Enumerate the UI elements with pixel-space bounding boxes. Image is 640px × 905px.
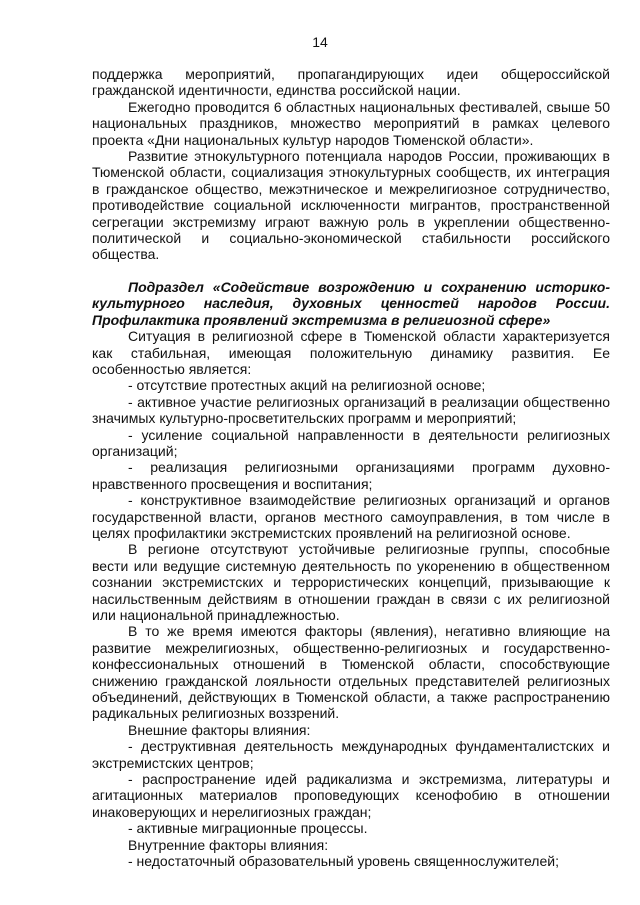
list-item: - отсутствие протестных акций на религиозной основе; — [128, 377, 486, 394]
list-item: - распространение идей радикализма и экстремизма, литературы и агитационных материалов проповедующих ксенофобию в отношении инаковерующих и нерелигиозных граждан; — [92, 771, 610, 820]
section-heading: Подраздел «Содействие возрождению и сохранению историко-культурного наследия, духовных ценностей народов России. Профилактика проявлений экстремизма в религиозной сфере» — [92, 278, 610, 328]
paragraph-festivals: Ежегодно проводится 6 областных национальных фестивалей, свыше 50 национальных праздников, множество мероприятий в рамках целевого проекта «Дни национальных культур народов Тюменской области». — [92, 98, 610, 148]
paragraph-continuation: поддержка мероприятий, пропагандирующих идеи общероссийской гражданской идентичности, единства российской нации. — [92, 66, 610, 99]
list-item: - реализация религиозными организациями программ духовно-нравственного просвещения и воспитания; — [92, 459, 610, 492]
paragraph-no-extremist-groups: В регионе отсутствуют устойчивые религиозные группы, способные вести или ведущие системную деятельность по укоренению в общественном сознании экстремистских и террористических концепций, призывающие к насильственным действиям в отношении граждан в связи с их религиозной или национальной принадлежностью. — [92, 541, 610, 623]
list-item: - усиление социальной направленности в деятельности религиозных организаций; — [92, 426, 610, 459]
list-item: - деструктивная деятельность международных фундаменталистских и экстремистских центров; — [92, 738, 610, 771]
paragraph-ethnocultural-development: Развитие этнокультурного потенциала народов России, проживающих в Тюменской области, социализация этнокультурных сообществ, их интеграция в гражданское общество, межэтническое и межрелигиозное сотрудничество, противодействие социальной исключенности мигрантов, пространственной сегрегации экстремизму играют важную роль в укреплении общественно-политической и социально-экономической стабильности российского общества. — [92, 148, 610, 263]
paragraph-negative-factors: В то же время имеются факторы (явления), негативно влияющие на развитие межрелигиозных, общественно-религиозных и государственно-конфессиональных отношений в Тюменской области, способствующие снижению гражданской лояльности отдельных представителей религиозных объединений, действующих в Тюменской области, а также распространению радикальных религиозных воззрений. — [92, 623, 610, 722]
paragraph-religious-situation: Ситуация в религиозной сфере в Тюменской области характеризуется как стабильная, имеющая положительную динамику развития. Ее особенностью является: — [92, 328, 610, 377]
document-body — [92, 66, 610, 870]
list-item: - конструктивное взаимодействие религиозных организаций и органов государственной власти, органов местного самоуправления, в том числе в целях профилактики экстремистских проявлений на религиозной основе. — [92, 492, 610, 541]
internal-factors-heading: Внутренние факторы влияния: — [128, 836, 329, 853]
list-item: - активное участие религиозных организаций в реализации общественно значимых культурно-просветительских программ и мероприятий; — [92, 393, 610, 427]
page-number: 14 — [312, 34, 328, 50]
list-item: - недостаточный образовательный уровень священнослужителей; — [128, 853, 559, 870]
list-item: - активные миграционные процессы. — [128, 820, 368, 837]
external-factors-heading: Внешние факторы влияния: — [128, 721, 311, 738]
